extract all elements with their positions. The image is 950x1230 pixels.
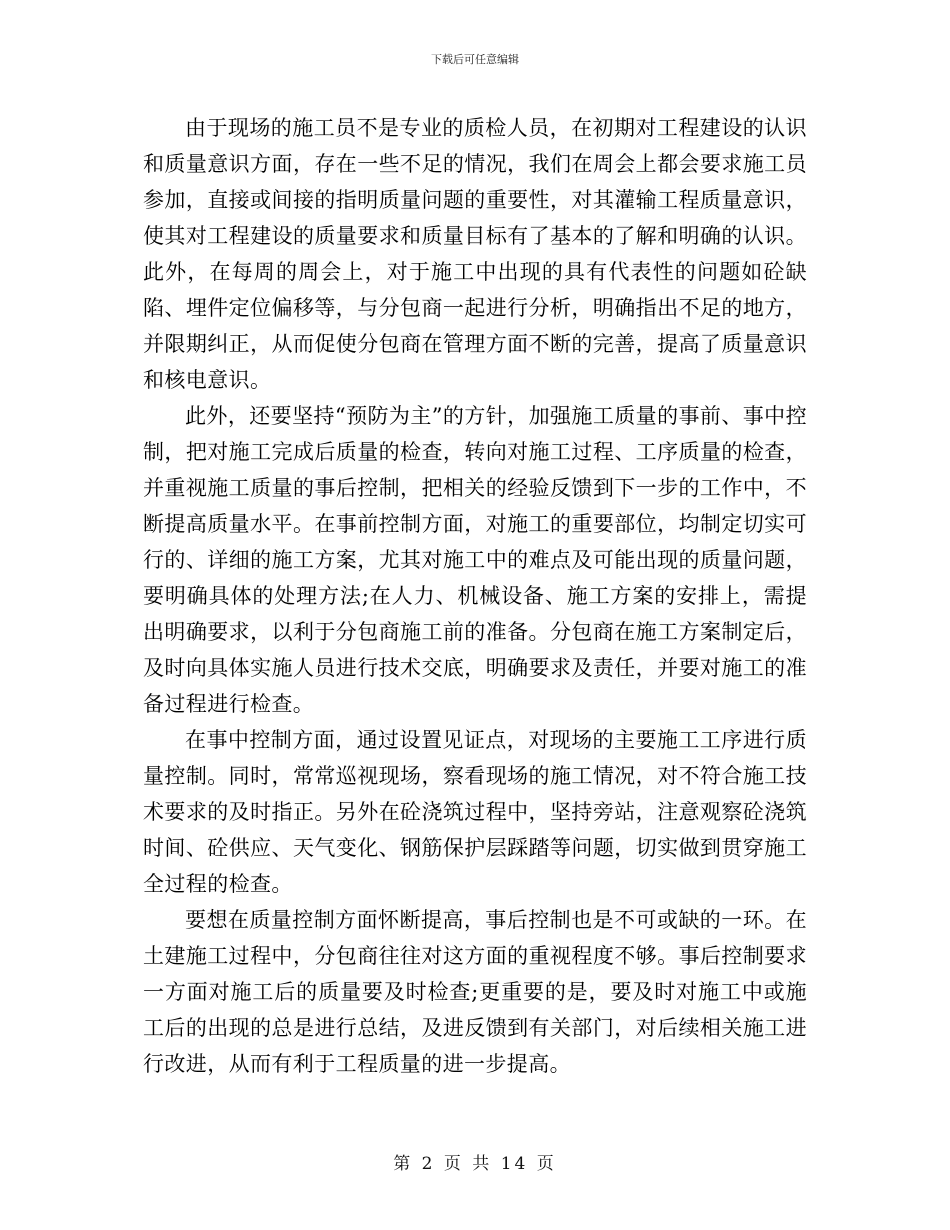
- paragraph-4: 要想在质量控制方面怀断提高，事后控制也是不可或缺的一环。在土建施工过程中，分包商往往对这方面的重视程度不够。事后控制要求一方面对施工后的质量要及时检查;更重要的是，要及时对施工中或施工后的出现的总是进行总结，及进反馈到有关部门，对后续相关施工进行改进，从而有利于工程质量的进一步提高。: [143, 908, 807, 1076]
- document-body: [143, 110, 807, 1082]
- paragraph-3: 在事中控制方面，通过设置见证点，对现场的主要施工工序进行质量控制。同时，常常巡视现场，察看现场的施工情况，对不符合施工技术要求的及时指正。另外在砼浇筑过程中，坚持旁站，注意观察砼浇筑时间、砼供应、天气变化、钢筋保护层踩踏等问题，切实做到贯穿施工全过程的检查。: [143, 728, 807, 896]
- page-number-footer: 第 2 页 共 14 页: [393, 1154, 557, 1174]
- page-header: 下载后可任意编辑: [431, 53, 519, 66]
- paragraph-2: 此外，还要坚持“预防为主”的方针，加强施工质量的事前、事中控制，把对施工完成后质量的检查，转向对施工过程、工序质量的检查，并重视施工质量的事后控制，把相关的经验反馈到下一步的工作中，不断提高质量水平。在事前控制方面，对施工的重要部位，均制定切实可行的、详细的施工方案，尤其对施工中的难点及可能出现的质量问题，要明确具体的处理方法;在人力、机械设备、施工方案的安排上，需提出明确要求，以利于分包商施工前的准备。分包商在施工方案制定后，及时向具体实施人员进行技术交底，明确要求及责任，并要对施工的准备过程进行检查。: [143, 404, 807, 716]
- paragraph-1: 由于现场的施工员不是专业的质检人员，在初期对工程建设的认识和质量意识方面，存在一些不足的情况，我们在周会上都会要求施工员参加，直接或间接的指明质量问题的重要性，对其灌输工程质量意识，使其对工程建设的质量要求和质量目标有了基本的了解和明确的认识。此外，在每周的周会上，对于施工中出现的具有代表性的问题如砼缺陷、埋件定位偏移等，与分包商一起进行分析，明确指出不足的地方，并限期纠正，从而促使分包商在管理方面不断的完善，提高了质量意识和核电意识。: [143, 116, 807, 392]
